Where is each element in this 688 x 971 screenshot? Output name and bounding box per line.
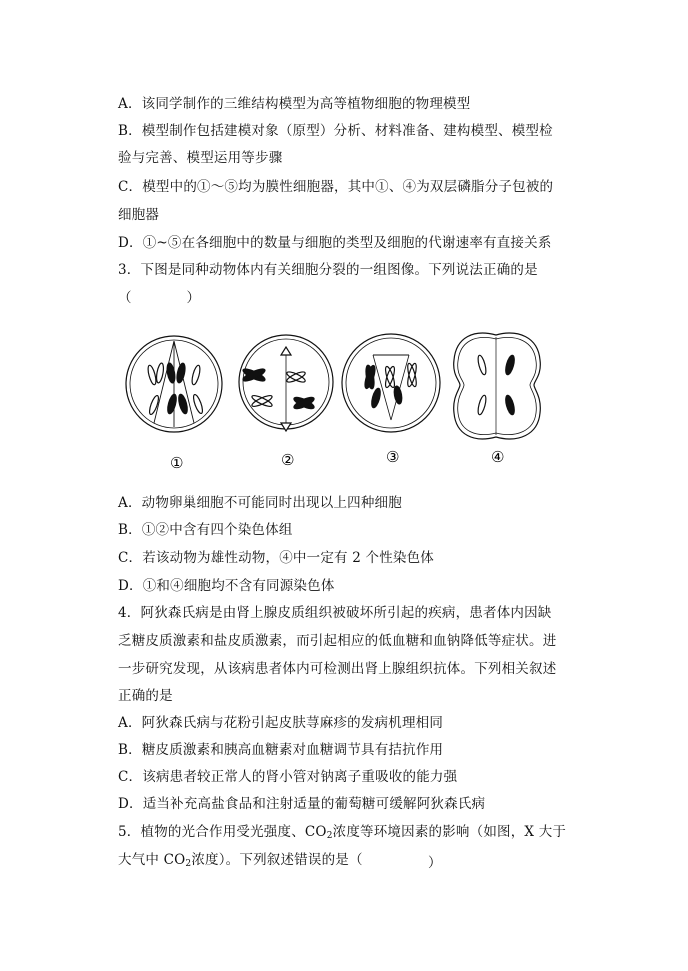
q5-paren-close: ）	[428, 855, 442, 871]
q4-stem-3: 一步研究发现，从该病患者体内可检测出肾上腺组织抗体。下列相关叙述	[118, 661, 557, 677]
q3-paren: （ ）	[118, 290, 201, 306]
q4-stem-1: 4．阿狄森氏病是由肾上腺皮质组织被破坏所引起的疾病，患者体内因缺	[118, 605, 552, 621]
q2-option-c-cont: 细胞器	[118, 207, 160, 223]
q4-option-d: D．适当补充高盐食品和注射适量的葡萄糖可缓解阿狄森氏病	[118, 796, 486, 812]
figure-label-1: ①	[170, 454, 184, 472]
q2-option-b-cont: 验与完善、模型运用等步骤	[118, 150, 283, 166]
q5-stem-2: 大气中 $CO_2$浓度）。下列叙述错误的是（	[118, 852, 363, 869]
figure-label-3: ③	[386, 448, 400, 466]
cell-division-figure	[118, 325, 558, 475]
cell-2-image	[239, 335, 333, 431]
q4-stem-2: 乏糖皮质激素和盐皮质激素，而引起相应的低血糖和血钠降低等症状。进	[118, 633, 557, 649]
cell-1-image	[126, 336, 222, 432]
q4-option-a: A．阿狄森氏病与花粉引起皮肤荨麻疹的发病机理相同	[118, 715, 444, 731]
q3-stem: 3．下图是同种动物体内有关细胞分裂的一组图像。下列说法正确的是	[118, 262, 538, 278]
q4-option-c: C．该病患者较正常人的肾小管对钠离子重吸收的能力强	[118, 769, 458, 785]
cell-4-image	[454, 333, 541, 439]
q3-option-a: A．动物卵巢细胞不可能同时出现以上四种细胞	[118, 495, 402, 511]
q4-option-b: B．糖皮质激素和胰高血糖素对血糖调节具有拮抗作用	[118, 742, 444, 758]
cell-3-image	[342, 334, 440, 432]
q3-option-b: B．①②中含有四个染色体组	[118, 522, 293, 538]
figure-label-2: ②	[281, 451, 295, 469]
q2-option-c: C．模型中的①～⑤均为膜性细胞器，其中①、④为双层磷脂分子包被的	[118, 179, 554, 195]
q2-option-d: D．①~⑤在各细胞中的数量与细胞的类型及细胞的代谢速率有直接关系	[118, 235, 552, 251]
figure-label-4: ④	[491, 448, 505, 466]
q2-option-b: B．模型制作包括建模对象（原型）分析、材料准备、建构模型、模型检	[118, 123, 553, 139]
q5-stem-1: 5．植物的光合作用受光强度、$CO_2$浓度等环境因素的影响（如图，X 大于	[118, 824, 567, 841]
q3-option-d: D．①和④细胞均不含有同源染色体	[118, 578, 335, 594]
q3-option-c: C．若该动物为雄性动物，④中一定有 2 个性染色体	[118, 550, 435, 566]
q2-option-a: A．该同学制作的三维结构模型为高等植物细胞的物理模型	[118, 96, 471, 112]
q4-stem-4: 正确的是	[118, 688, 173, 704]
